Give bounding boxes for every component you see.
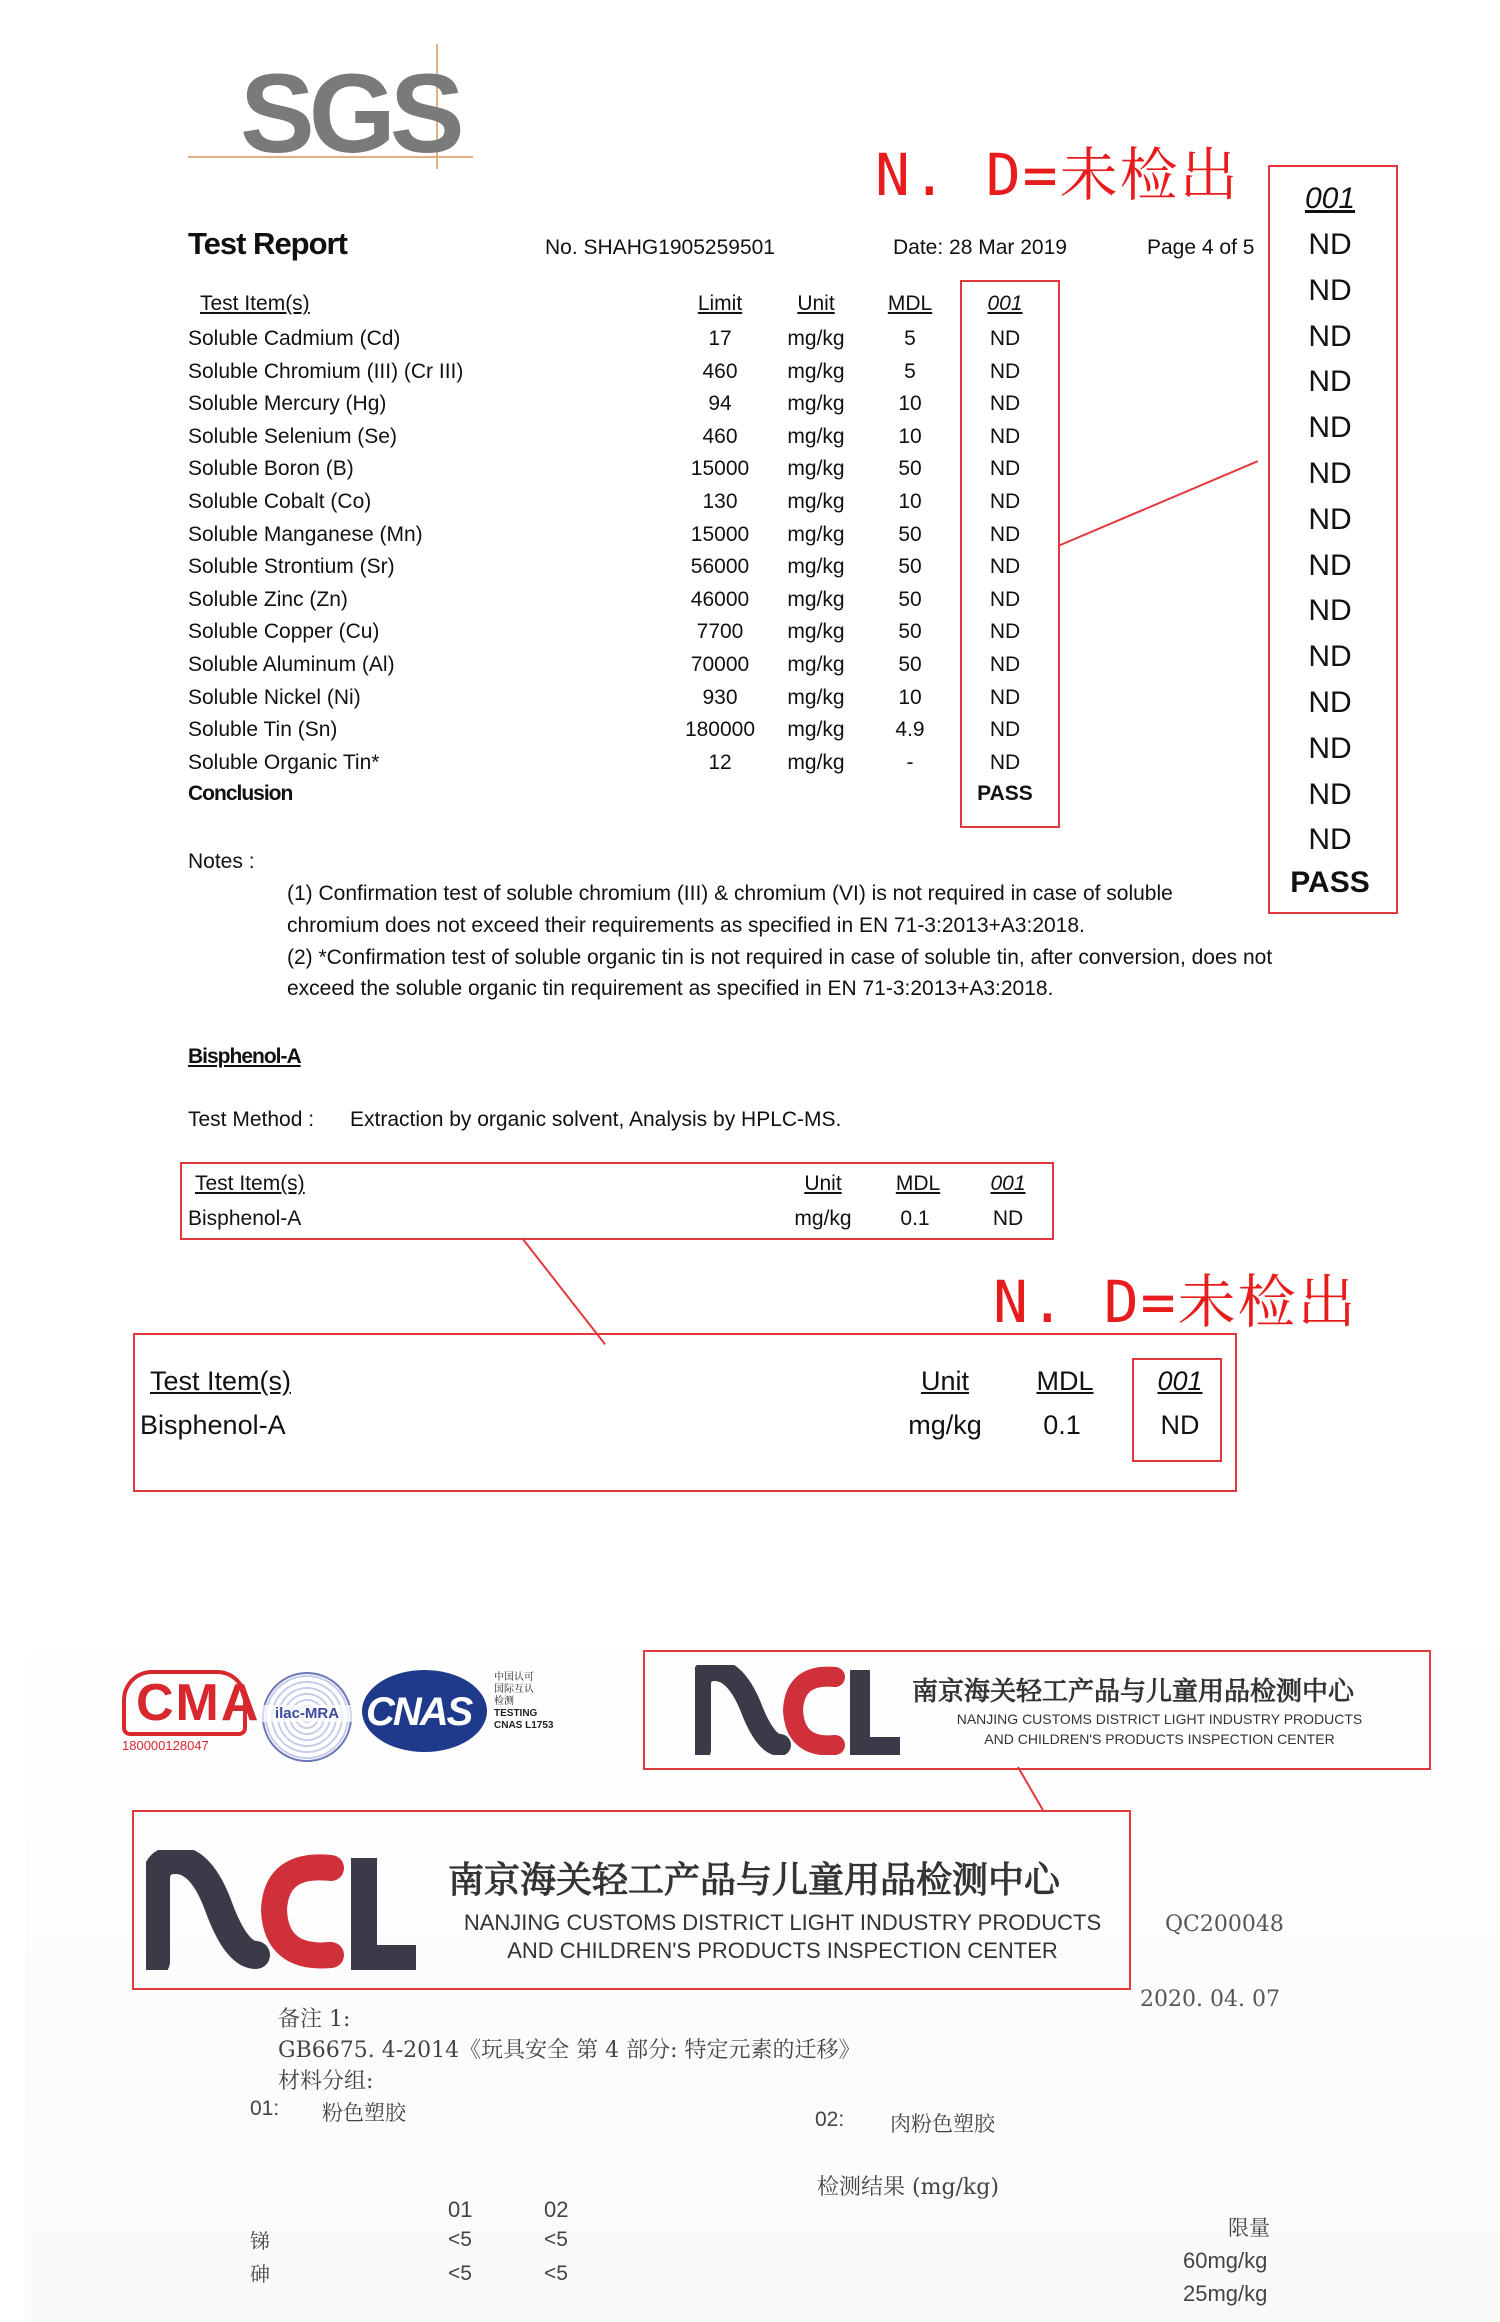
header-mdl: MDL xyxy=(887,292,933,315)
ncl-en-name-large-1: NANJING CUSTOMS DISTRICT LIGHT INDUSTRY PRODUCTS xyxy=(463,1910,1102,1935)
bpa-row-result: ND xyxy=(992,1207,1024,1230)
notes-label: Notes : xyxy=(188,850,255,873)
zoom-value: ND xyxy=(1308,457,1352,490)
cell-item: Soluble Tin (Sn) xyxy=(188,718,338,742)
ncl-remark-label: 备注 1: xyxy=(278,2007,351,2032)
note-line-4: exceed the soluble organic tin requirement as specified in EN 71-3:2013+A3:2018. xyxy=(287,977,1054,1000)
cell-limit: 15000 xyxy=(690,457,750,481)
zoom-conclusion: PASS xyxy=(1290,866,1370,899)
cell-limit: 94 xyxy=(708,392,732,416)
ncl-row-2-v1: <5 xyxy=(448,2262,472,2285)
cell-limit: 17 xyxy=(708,327,732,350)
report-title: Test Report xyxy=(188,226,347,261)
header-limit: Limit xyxy=(697,292,743,315)
bpa-zoom-row-result: ND xyxy=(1160,1410,1200,1440)
cell-unit: mg/kg xyxy=(787,685,845,709)
bpa-header-item: Test Item(s) xyxy=(195,1172,305,1195)
cell-unit: mg/kg xyxy=(787,457,845,481)
zoom-value: ND xyxy=(1308,365,1352,399)
cell-limit: 46000 xyxy=(690,587,750,611)
bpa-header-mdl: MDL xyxy=(895,1172,941,1195)
sgs-logo: SGS xyxy=(188,44,473,164)
ncl-row-1-v2: <5 xyxy=(544,2228,568,2251)
ilac-mra-logo: ilac-MRA xyxy=(262,1672,352,1762)
cell-item: Soluble Copper (Cu) xyxy=(188,620,380,644)
cell-unit: mg/kg xyxy=(787,750,845,774)
cell-limit: 12 xyxy=(708,750,732,774)
ncl-mat1-code: 01: xyxy=(250,2097,280,2120)
bpa-row-item: Bisphenol-A xyxy=(188,1207,302,1230)
zoom-connector-line xyxy=(1058,460,1259,547)
ncl-mat1-name: 粉色塑胶 xyxy=(322,2101,406,2125)
cell-result: ND xyxy=(989,457,1021,481)
cell-unit: mg/kg xyxy=(787,653,845,676)
cell-item: Soluble Cadmium (Cd) xyxy=(188,327,401,350)
ncl-standard: GB6675. 4-2014《玩具安全 第 4 部分: 特定元素的迁移》 xyxy=(278,2038,861,2063)
bpa-method-label: Test Method : xyxy=(188,1108,315,1131)
cell-item: Soluble Boron (B) xyxy=(188,457,354,481)
cell-mdl: 4.9 xyxy=(895,718,925,742)
cell-item: Soluble Selenium (Se) xyxy=(188,424,397,448)
cell-result: ND xyxy=(989,490,1021,513)
cell-result: ND xyxy=(989,620,1021,644)
cell-mdl: 50 xyxy=(898,653,922,676)
zoom-value: ND xyxy=(1308,273,1352,307)
zoom-value: ND xyxy=(1308,548,1352,582)
cell-mdl: 50 xyxy=(898,457,922,481)
ncl-en-name-small-1: NANJING CUSTOMS DISTRICT LIGHT INDUSTRY PRODUCTS xyxy=(956,1711,1363,1727)
cell-mdl: 50 xyxy=(898,555,922,579)
cell-limit: 930 xyxy=(702,685,738,709)
zoom-value: ND xyxy=(1308,228,1352,261)
cell-result: ND xyxy=(989,685,1021,709)
cell-limit: 15000 xyxy=(690,522,750,546)
ncl-mat2-name: 肉粉色塑胶 xyxy=(890,2112,995,2136)
cell-result: ND xyxy=(989,555,1021,579)
ncl-row-1-limit: 60mg/kg xyxy=(1183,2248,1268,2273)
cell-mdl: 5 xyxy=(904,327,916,350)
cell-limit: 460 xyxy=(702,424,738,448)
cell-limit: 56000 xyxy=(690,555,750,579)
cell-item: Soluble Aluminum (Al) xyxy=(188,653,395,676)
bpa-zoom-row-mdl: 0.1 xyxy=(1043,1410,1081,1440)
zoom-value: ND xyxy=(1308,823,1352,857)
zoom-value: ND xyxy=(1308,411,1352,445)
zoom-value: ND xyxy=(1308,731,1352,765)
header-test-items: Test Item(s) xyxy=(200,292,310,315)
zoom-header-001: 001 xyxy=(1304,182,1356,215)
cell-item: Soluble Strontium (Sr) xyxy=(188,555,395,579)
cell-unit: mg/kg xyxy=(787,522,845,546)
cell-mdl: 10 xyxy=(898,424,922,448)
cell-result: ND xyxy=(989,392,1021,416)
cell-unit: mg/kg xyxy=(787,555,845,579)
bpa-row-unit: mg/kg xyxy=(794,1207,852,1230)
ncl-en-name-large-2: AND CHILDREN'S PRODUCTS INSPECTION CENTER xyxy=(507,1938,1058,1963)
ncl-row-2-limit: 25mg/kg xyxy=(1183,2281,1268,2306)
cell-result: ND xyxy=(989,424,1021,448)
ncl-col-02: 02 xyxy=(544,2197,569,2222)
ncl-report-code: QC200048 xyxy=(1165,1912,1284,1937)
cell-limit: 180000 xyxy=(684,718,756,742)
ncl-logo-small xyxy=(695,1665,905,1755)
cell-unit: mg/kg xyxy=(787,424,845,448)
cell-limit: 460 xyxy=(702,359,738,383)
cell-mdl: 50 xyxy=(898,522,922,546)
cell-item: Soluble Zinc (Zn) xyxy=(188,587,348,611)
ncl-row-1-element: 锑 xyxy=(250,2229,270,2253)
cell-mdl: - xyxy=(906,750,914,774)
cell-item: Soluble Organic Tin* xyxy=(188,750,380,774)
bpa-row-mdl: 0.1 xyxy=(900,1207,930,1230)
cell-limit: 130 xyxy=(702,490,738,513)
cell-result: ND xyxy=(989,750,1021,774)
result-column-highlight xyxy=(960,280,1060,828)
bpa-zoom-header-item: Test Item(s) xyxy=(150,1366,292,1396)
ncl-material-group: 材料分组: xyxy=(278,2069,374,2094)
ncl-cn-name-small: 南京海关轻工产品与儿童用品检测中心 xyxy=(912,1677,1355,1707)
note-line-2: chromium does not exceed their requirements as specified in EN 71-3:2013+A3:2018. xyxy=(287,914,1085,937)
nd-note-bottom: N. D=未检出 xyxy=(993,1268,1358,1336)
bpa-connector-line xyxy=(521,1237,606,1345)
cell-item: Soluble Mercury (Hg) xyxy=(188,392,387,416)
ncl-row-2-element: 砷 xyxy=(250,2262,270,2286)
cell-result: ND xyxy=(989,587,1021,611)
bpa-zoom-result-highlight xyxy=(1132,1358,1222,1462)
cell-item: Soluble Nickel (Ni) xyxy=(188,685,361,709)
cell-unit: mg/kg xyxy=(787,620,845,644)
cell-item: Soluble Cobalt (Co) xyxy=(188,490,372,513)
zoom-value: ND xyxy=(1308,640,1352,674)
header-unit: Unit xyxy=(797,292,835,315)
header-sample-001: 001 xyxy=(987,292,1023,315)
conclusion-label: Conclusion xyxy=(188,782,293,805)
ncl-report-date: 2020. 04. 07 xyxy=(1140,1987,1280,2012)
bpa-zoom-header-001: 001 xyxy=(1157,1366,1203,1396)
bpa-zoom-header-unit: Unit xyxy=(920,1366,969,1396)
ncl-en-name-small-2: AND CHILDREN'S PRODUCTS INSPECTION CENTER xyxy=(984,1731,1335,1747)
report-number: No. SHAHG1905259501 xyxy=(545,236,775,259)
cell-result: ND xyxy=(989,327,1021,350)
nd-note-top: N. D=未检出 xyxy=(875,141,1240,209)
cell-unit: mg/kg xyxy=(787,392,845,416)
bpa-header-unit: Unit xyxy=(804,1172,842,1195)
bpa-zoom-row-unit: mg/kg xyxy=(908,1410,982,1440)
zoom-value: ND xyxy=(1308,502,1352,536)
zoom-value: ND xyxy=(1308,594,1352,628)
cell-result: ND xyxy=(989,359,1021,383)
cell-unit: mg/kg xyxy=(787,718,845,742)
cell-mdl: 10 xyxy=(898,490,922,513)
cell-result: ND xyxy=(989,522,1021,546)
cell-unit: mg/kg xyxy=(787,587,845,611)
cell-unit: mg/kg xyxy=(787,490,845,513)
ncl-cn-name-large: 南京海关轻工产品与儿童用品检测中心 xyxy=(448,1859,1061,1901)
ncl-row-2-v2: <5 xyxy=(544,2262,568,2285)
zoom-value: ND xyxy=(1308,777,1352,811)
cell-mdl: 10 xyxy=(898,392,922,416)
report-page: Page 4 of 5 xyxy=(1147,236,1255,259)
cnas-logo: CNAS 中国认可 国际互认 检测 TESTING CNAS L1753 xyxy=(362,1670,582,1760)
cma-logo: CMA 180000128047 xyxy=(122,1670,247,1750)
cell-result: ND xyxy=(989,718,1021,742)
cell-unit: mg/kg xyxy=(787,327,845,350)
bpa-zoom-header-mdl: MDL xyxy=(1036,1366,1094,1396)
bpa-title: Bisphenol-A xyxy=(188,1045,301,1068)
cell-unit: mg/kg xyxy=(787,359,845,383)
cell-limit: 7700 xyxy=(696,620,744,644)
ncl-logo-large xyxy=(146,1850,421,1970)
note-line-3: (2) *Confirmation test of soluble organic tin is not required in case of soluble tin, after conversion, does not xyxy=(287,946,1273,969)
cell-result: ND xyxy=(989,653,1021,676)
cell-mdl: 50 xyxy=(898,587,922,611)
bpa-method-value: Extraction by organic solvent, Analysis by HPLC-MS. xyxy=(350,1108,842,1131)
ncl-results-label: 检测结果 (mg/kg) xyxy=(817,2175,999,2200)
cell-mdl: 50 xyxy=(898,620,922,644)
report-date: Date: 28 Mar 2019 xyxy=(893,236,1067,259)
cell-mdl: 10 xyxy=(898,685,922,709)
ncl-row-1-v1: <5 xyxy=(448,2228,472,2251)
zoom-value: ND xyxy=(1308,686,1352,719)
cell-limit: 70000 xyxy=(690,653,750,676)
conclusion-value: PASS xyxy=(977,782,1033,805)
ncl-col-01: 01 xyxy=(448,2197,473,2222)
ncl-mat2-code: 02: xyxy=(815,2108,845,2131)
bpa-zoom-row-item: Bisphenol-A xyxy=(140,1410,286,1440)
note-line-1: (1) Confirmation test of soluble chromium (III) & chromium (VI) is not required in case of soluble xyxy=(287,882,1173,905)
zoom-value: ND xyxy=(1308,319,1352,353)
cell-mdl: 5 xyxy=(904,359,916,383)
bpa-header-001: 001 xyxy=(990,1172,1026,1195)
ncl-limit-label: 限量 xyxy=(1228,2216,1270,2240)
cell-item: Soluble Manganese (Mn) xyxy=(188,522,423,546)
cell-item: Soluble Chromium (III) (Cr III) xyxy=(188,359,464,383)
